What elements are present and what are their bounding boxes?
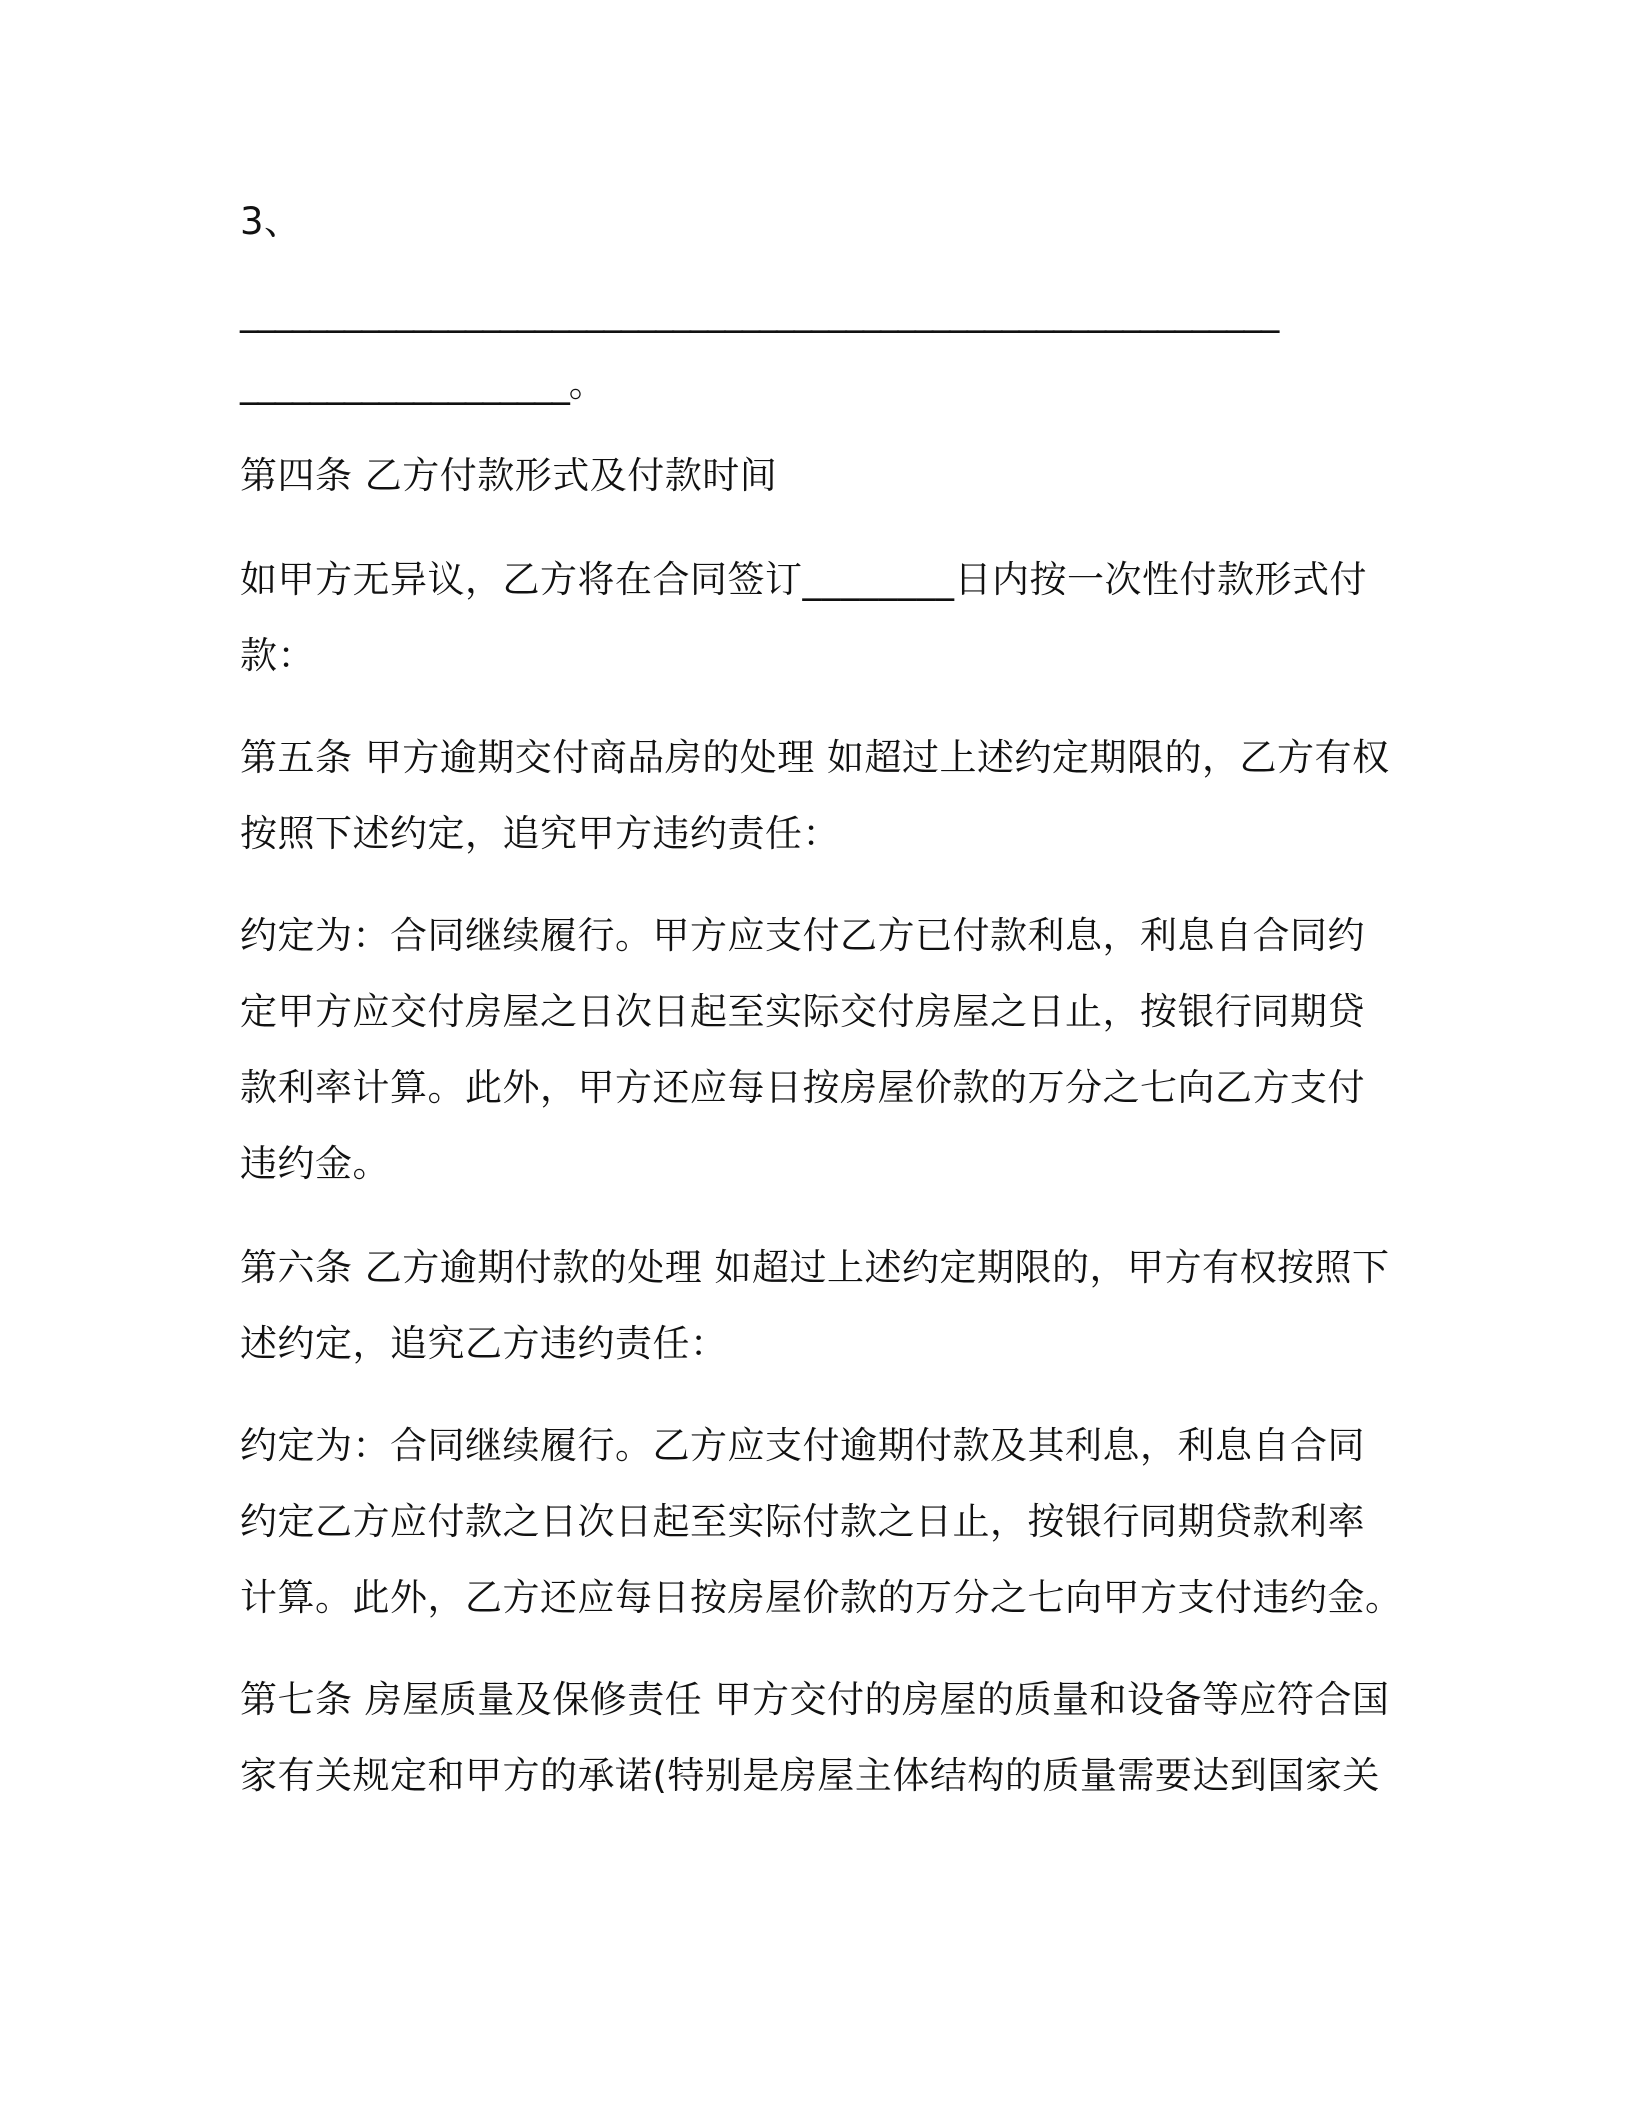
article-5-line: 第五条 甲方逾期交付商品房的处理 如超过上述约定期限的，乙方有权 xyxy=(240,736,1390,779)
article-4-heading: 第四条 乙方付款形式及付款时间 xyxy=(240,454,778,497)
paragraph-line: 约定乙方应付款之日次日起至实际付款之日止，按银行同期贷款利率 xyxy=(240,1500,1365,1543)
document-page xyxy=(240,0,1403,2112)
paragraph-line: 定甲方应交付房屋之日次日起至实际交付房屋之日止，按银行同期贷 xyxy=(240,990,1365,1033)
article-7-line: 第七条 房屋质量及保修责任 甲方交付的房屋的质量和设备等应符合国 xyxy=(240,1678,1390,1721)
article-6-line: 第六条 乙方逾期付款的处理 如超过上述约定期限的，甲方有权按照下 xyxy=(240,1246,1390,1289)
article-7-line: 家有关规定和甲方的承诺(特别是房屋主体结构的质量需要达到国家关 xyxy=(240,1754,1380,1797)
paragraph-line: 款： xyxy=(240,634,315,677)
paragraph-line: 约定为：合同继续履行。乙方应支付逾期付款及其利息，利息自合同 xyxy=(240,1424,1365,1467)
fill-in-blank-line: ___________________。 xyxy=(240,362,605,405)
article-6-line: 述约定，追究乙方违约责任： xyxy=(240,1322,728,1365)
paragraph-line: 计算。此外，乙方还应每日按房屋价款的万分之七向甲方支付违约金。 xyxy=(240,1576,1403,1619)
fill-in-blank-line: ____________________________________________________________ xyxy=(240,290,1279,333)
paragraph-line: 违约金。 xyxy=(240,1142,390,1185)
paragraph-line: 如甲方无异议，乙方将在合同签订________日内按一次性付款形式付 xyxy=(240,558,1367,601)
paragraph-line: 款利率计算。此外，甲方还应每日按房屋价款的万分之七向乙方支付 xyxy=(240,1066,1365,1109)
item-number: 3、 xyxy=(240,200,302,243)
paragraph-line: 约定为：合同继续履行。甲方应支付乙方已付款利息，利息自合同约 xyxy=(240,914,1365,957)
article-5-line: 按照下述约定，追究甲方违约责任： xyxy=(240,812,840,855)
